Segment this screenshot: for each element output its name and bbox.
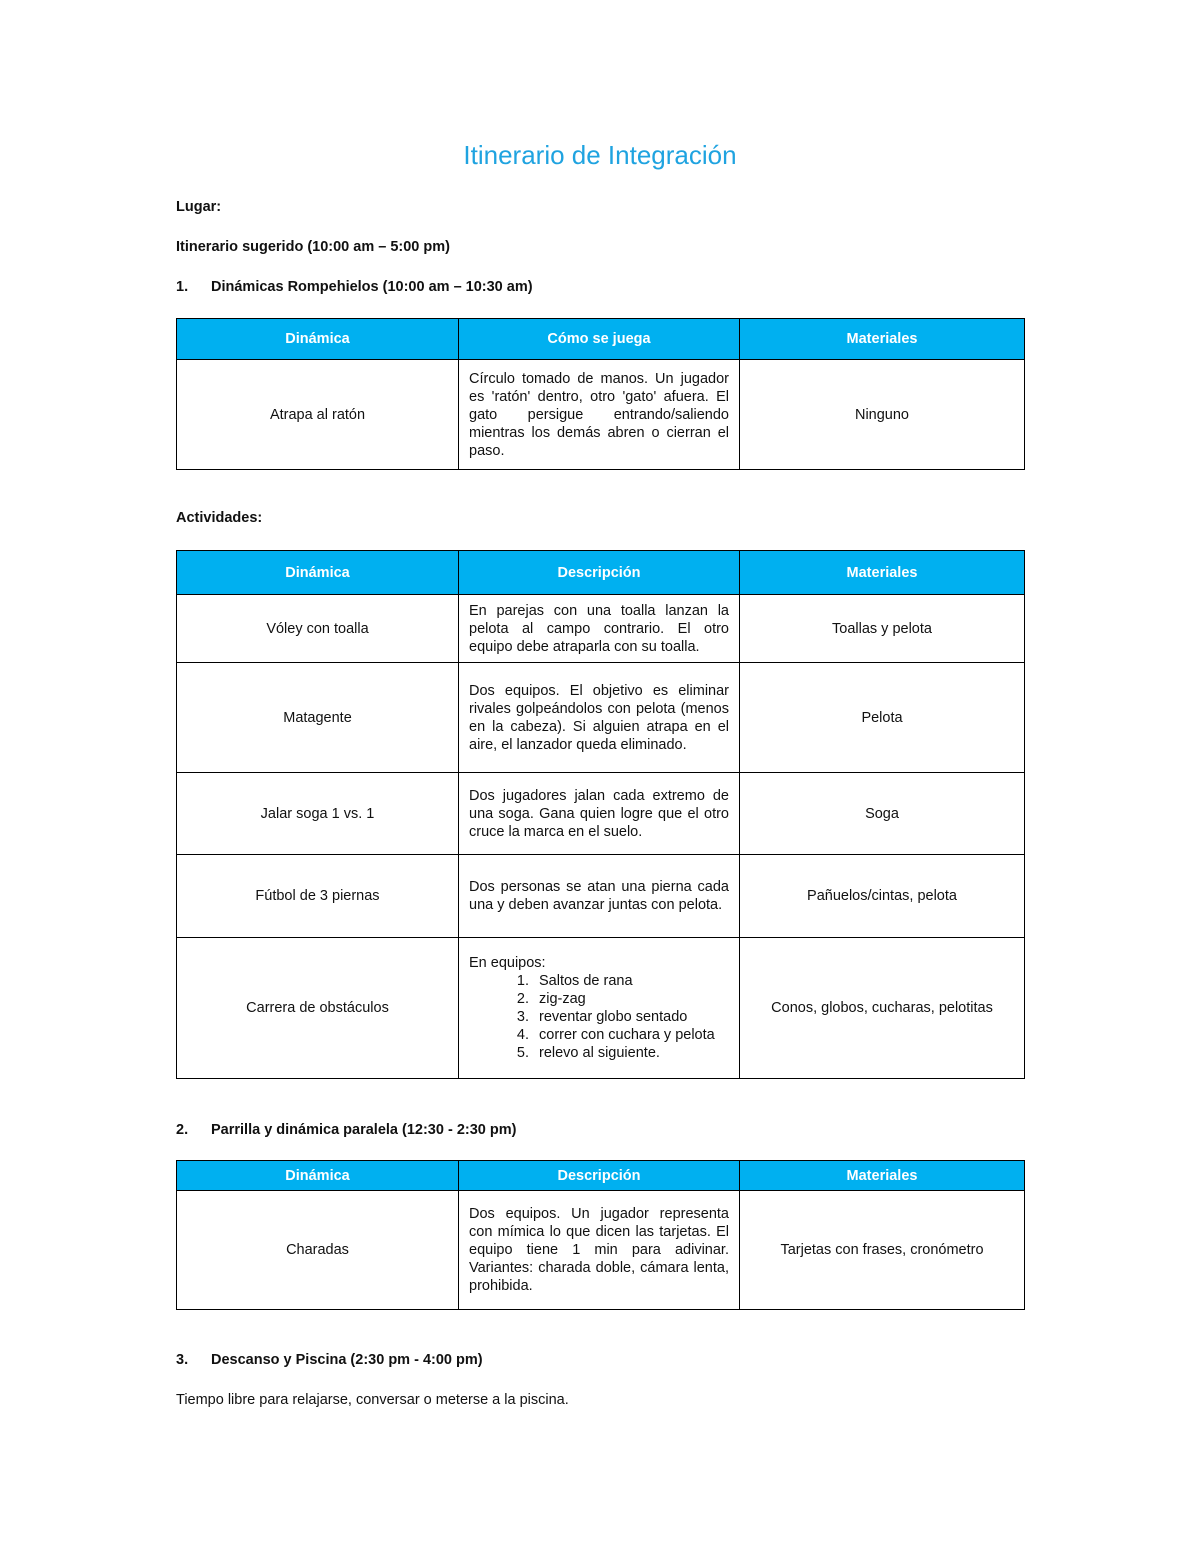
activity-name: Jalar soga 1 vs. 1: [177, 773, 459, 855]
activity-description: Dos jugadores jalan cada extremo de una soga. Gana quien logre que el otro cruce la marca en el suelo.: [459, 773, 740, 855]
activity-description: En parejas con una toalla lanzan la pelota al campo contrario. El otro equipo debe atraparla con su toalla.: [459, 595, 740, 663]
step-text: Saltos de rana: [539, 973, 633, 989]
actividades-label: Actividades:: [176, 510, 263, 526]
activities-table: [176, 550, 1025, 1079]
section-1-heading: [176, 279, 533, 295]
section-2-number: 2.: [176, 1122, 189, 1138]
icebreaker-table: [176, 318, 1025, 470]
step-text: reventar globo sentado: [539, 1009, 688, 1025]
column-header: Dinámica: [177, 319, 459, 360]
activity-description: Círculo tomado de manos. Un jugador es 'ratón' dentro, otro 'gato' afuera. El gato persigue entrando/saliendo mientras los demás abren o cierran el paso.: [459, 360, 740, 470]
closing-text: Tiempo libre para relajarse, conversar o meterse a la piscina.: [176, 1392, 569, 1408]
column-header: Dinámica: [177, 551, 459, 595]
column-header: Cómo se juega: [459, 319, 740, 360]
table-header-row: [177, 1161, 1025, 1191]
step-text: correr con cuchara y pelota: [539, 1027, 715, 1043]
section-1-number: 1.: [176, 279, 189, 295]
activity-materials: Pelota: [740, 663, 1025, 773]
table-row: [177, 360, 1025, 470]
activity-materials: Conos, globos, cucharas, pelotitas: [740, 938, 1025, 1079]
step-number: 4.: [516, 1027, 529, 1043]
parrilla-table: [176, 1160, 1025, 1310]
table-row: [177, 595, 1025, 663]
lugar-label: Lugar:: [176, 199, 222, 215]
activity-materials: Toallas y pelota: [740, 595, 1025, 663]
section-3-number: 3.: [176, 1352, 189, 1368]
column-header: Dinámica: [177, 1161, 459, 1191]
table-header-row: [177, 319, 1025, 360]
page-title: Itinerario de Integración: [463, 140, 737, 170]
table-row: [177, 938, 1025, 1079]
activity-description: Dos equipos. El objetivo es eliminar rivales golpeándolos con pelota (menos en la cabeza). Si alguien atrapa en el aire, el lanzador queda eliminado.: [459, 663, 740, 773]
table-row: [177, 663, 1025, 773]
column-header: Descripción: [459, 551, 740, 595]
activity-description: Dos equipos. Un jugador representa con mímica lo que dicen las tarjetas. El equipo tiene 1 min para adivinar. Variantes: charada doble, cámara lenta, prohibida.: [459, 1191, 740, 1310]
activity-materials: Tarjetas con frases, cronómetro: [740, 1191, 1025, 1310]
section-2-title: Parrilla y dinámica paralela (12:30 - 2:30 pm): [211, 1122, 517, 1138]
step-number: 1.: [516, 973, 529, 989]
activity-materials: Soga: [740, 773, 1025, 855]
itinerario-label: Itinerario sugerido (10:00 am – 5:00 pm): [176, 239, 450, 255]
list-item: [469, 1008, 729, 1026]
table-header-row: [177, 551, 1025, 595]
activity-description: Dos personas se atan una pierna cada una y deben avanzar juntas con pelota.: [459, 855, 740, 938]
section-3-title: Descanso y Piscina (2:30 pm - 4:00 pm): [211, 1352, 483, 1368]
section-2-heading: [176, 1122, 516, 1138]
list-item: [469, 1044, 729, 1062]
activity-materials: Ninguno: [740, 360, 1025, 470]
table-row: [177, 1191, 1025, 1310]
step-number: 3.: [516, 1009, 529, 1025]
activity-description: [459, 938, 740, 1079]
activity-name: Fútbol de 3 piernas: [177, 855, 459, 938]
step-text: relevo al siguiente.: [539, 1045, 660, 1061]
activity-name: Atrapa al ratón: [177, 360, 459, 470]
section-1-title: Dinámicas Rompehielos (10:00 am – 10:30 am): [211, 279, 533, 295]
step-number: 2.: [516, 991, 529, 1007]
step-text: zig-zag: [539, 991, 586, 1007]
table-row: [177, 773, 1025, 855]
column-header: Materiales: [740, 319, 1025, 360]
activity-name: Charadas: [177, 1191, 459, 1310]
section-3-heading: [176, 1352, 483, 1368]
activity-materials: Pañuelos/cintas, pelota: [740, 855, 1025, 938]
activity-name: Vóley con toalla: [177, 595, 459, 663]
step-number: 5.: [516, 1045, 529, 1061]
activity-name: Matagente: [177, 663, 459, 773]
column-header: Descripción: [459, 1161, 740, 1191]
table-row: [177, 855, 1025, 938]
list-item: [469, 990, 729, 1008]
column-header: Materiales: [740, 1161, 1025, 1191]
steps-list: [469, 972, 729, 1062]
steps-intro: En equipos:: [469, 955, 546, 971]
list-item: [469, 1026, 729, 1044]
activity-name: Carrera de obstáculos: [177, 938, 459, 1079]
list-item: [469, 972, 729, 990]
column-header: Materiales: [740, 551, 1025, 595]
